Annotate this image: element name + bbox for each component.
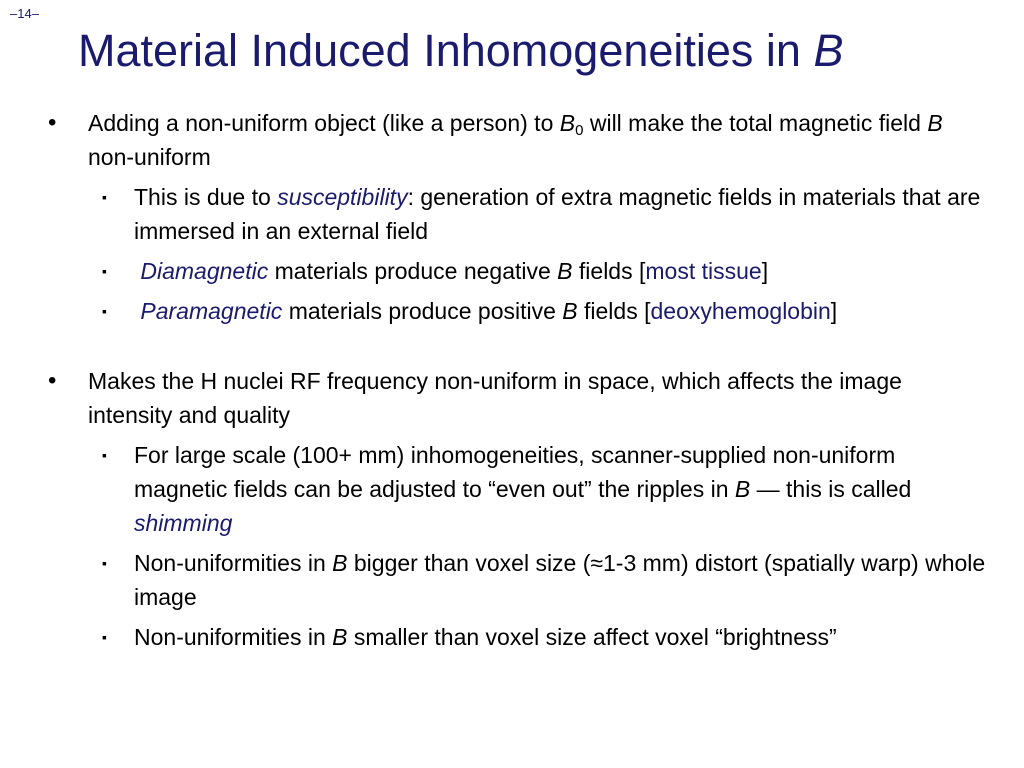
subbullet-text: This is due to [134,184,278,210]
subbullet-text: Non-uniformities in [134,550,333,576]
subbullet-diamagnetic [102,254,994,288]
subbullet-text: : generation of extra magnetic fields in materials that are immersed in an external field [134,184,981,244]
bullet-marker: • [48,109,57,136]
section-gap [0,328,1024,364]
bullet-text: Makes the H nuclei RF frequency non-uniform in space, which affects the image intensity and quality [88,368,902,428]
sub-bullet-marker: ▪ [102,447,107,463]
subbullet-small-nonuniformities [102,620,994,654]
slide-title [78,26,843,76]
bullet-rf-frequency [48,364,988,432]
subbullet-text: ] [830,298,838,324]
subbullet-text: materials produce negative [268,258,558,284]
subbullet-text: smaller than voxel size affect voxel “brightness” [347,624,837,650]
b0-variable: B [559,110,576,136]
term-diamagnetic: Diamagnetic [140,258,269,284]
sub-bullet-marker: ▪ [102,263,107,279]
subbullet-text: fields [ [577,298,651,324]
bullet-text: non-uniform [88,144,211,170]
sub-bullet-marker: ▪ [102,303,107,319]
term-shimming: shimming [134,510,233,536]
subbullet-text: Non-uniformities in [134,624,333,650]
subbullet-text: materials produce positive [282,298,563,324]
subbullet-susceptibility [102,180,994,248]
b-variable: B [332,624,348,650]
note-most-tissue: most tissue [645,258,762,284]
b-variable: B [927,110,943,136]
b-variable: B [734,476,751,502]
b-variable: B [332,550,348,576]
b0-subscript: 0 [575,122,584,139]
term-susceptibility: susceptibility [277,184,408,210]
subbullet-text: For large scale (100+ mm) inhomogeneities, scanner-supplied non-uniform magnetic fields can be adjusted to “even out” the ripples in [134,442,896,502]
term-paramagnetic: Paramagnetic [140,298,283,324]
subbullet-large-nonuniformities [102,546,994,614]
bullet-marker: • [48,367,57,394]
subbullet-paramagnetic [102,294,994,328]
subbullet-text: — this is called [750,476,912,502]
bullet-text: Adding a non-uniform object (like a person) to [88,110,560,136]
slide-content [0,106,1024,654]
b-variable: B [562,298,578,324]
sub-bullet-marker: ▪ [102,189,107,205]
sub-bullet-marker: ▪ [102,629,107,645]
page-number: –14– [10,6,39,21]
subbullet-shimming [102,438,994,540]
subbullet-text: bigger than voxel size (≈1-3 mm) distort (spatially warp) whole image [134,550,986,610]
bullet-nonuniform-object [48,106,988,174]
b-variable: B [557,258,573,284]
subbullet-text: ] [761,258,769,284]
subbullet-text: fields [ [572,258,646,284]
bullet-text: will make the total magnetic field [583,110,928,136]
sub-bullet-marker: ▪ [102,555,107,571]
slide-title-variable: B [813,25,844,76]
slide-title-text: Material Induced Inhomogeneities in [78,25,814,76]
note-deoxyhemoglobin: deoxyhemoglobin [650,298,831,324]
